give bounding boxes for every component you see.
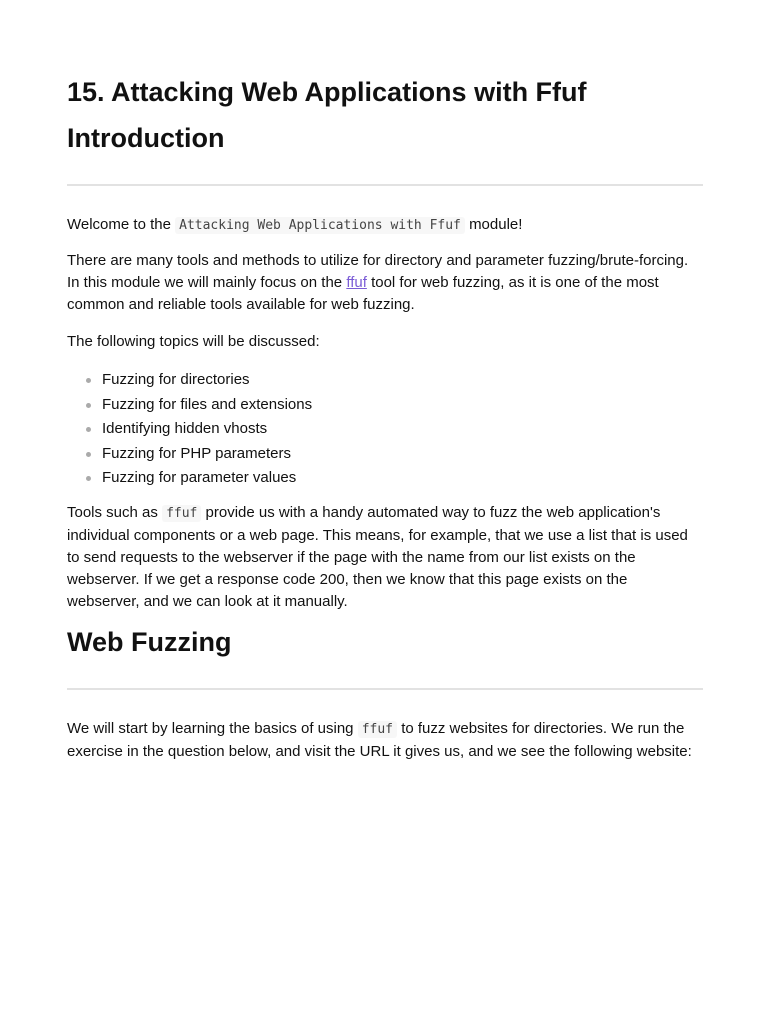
ffuf-code: ffuf <box>358 721 397 738</box>
module-name-code: Attacking Web Applications with Ffuf <box>175 217 465 234</box>
list-item: Fuzzing for files and extensions <box>102 393 702 418</box>
tools-such-as-prefix: Tools such as <box>67 504 158 521</box>
bullet-icon <box>86 452 91 457</box>
list-item: Fuzzing for directories <box>102 368 702 393</box>
web-fuzzing-paragraph <box>67 718 703 763</box>
bullet-icon <box>86 427 91 432</box>
welcome-suffix: module! <box>469 216 523 233</box>
section-divider <box>67 688 703 690</box>
list-item: Fuzzing for parameter values <box>102 466 702 491</box>
welcome-prefix: Welcome to the <box>67 216 171 233</box>
tools-text-after: tool for web fuzzing, as it is one of the most common and reliable tools available for web fuzzing. <box>67 274 659 313</box>
chapter-title: 15. Attacking Web Applications with Ffuf Introduction <box>67 77 587 153</box>
bullet-icon <box>86 476 91 481</box>
bullet-icon <box>86 378 91 383</box>
topics-list <box>67 368 702 491</box>
tools-such-as-paragraph <box>67 502 703 613</box>
tools-paragraph <box>67 250 703 316</box>
web-fuzzing-suffix: to fuzz websites for directories. We run the exercise in the question below, and visit the URL it gives us, and we see the following website: <box>67 720 692 760</box>
tools-text-before: There are many tools and methods to utilize for directory and parameter fuzzing/brute-forcing. In this module we will mainly focus on the <box>67 252 689 291</box>
ffuf-code: ffuf <box>162 505 201 522</box>
web-fuzzing-heading: Web Fuzzing <box>67 627 232 657</box>
tools-such-as-suffix: provide us with a handy automated way to fuzz the web application's individual components or a web page. This means, for example, that we use a list that is used to send requests to the webserver if the page with the name from our list exists on the webserver. If we get a response code 200, then we know that this page exists on the webserver, and we can look at it manually. <box>67 504 688 610</box>
web-fuzzing-prefix: We will start by learning the basics of using <box>67 720 354 737</box>
topics-intro-paragraph: The following topics will be discussed: <box>67 333 320 350</box>
list-item: Fuzzing for PHP parameters <box>102 442 702 467</box>
list-item: Identifying hidden vhosts <box>102 417 702 442</box>
welcome-paragraph <box>67 214 703 237</box>
bullet-icon <box>86 403 91 408</box>
section-divider <box>67 184 703 186</box>
ffuf-link[interactable]: ffuf <box>346 274 367 291</box>
